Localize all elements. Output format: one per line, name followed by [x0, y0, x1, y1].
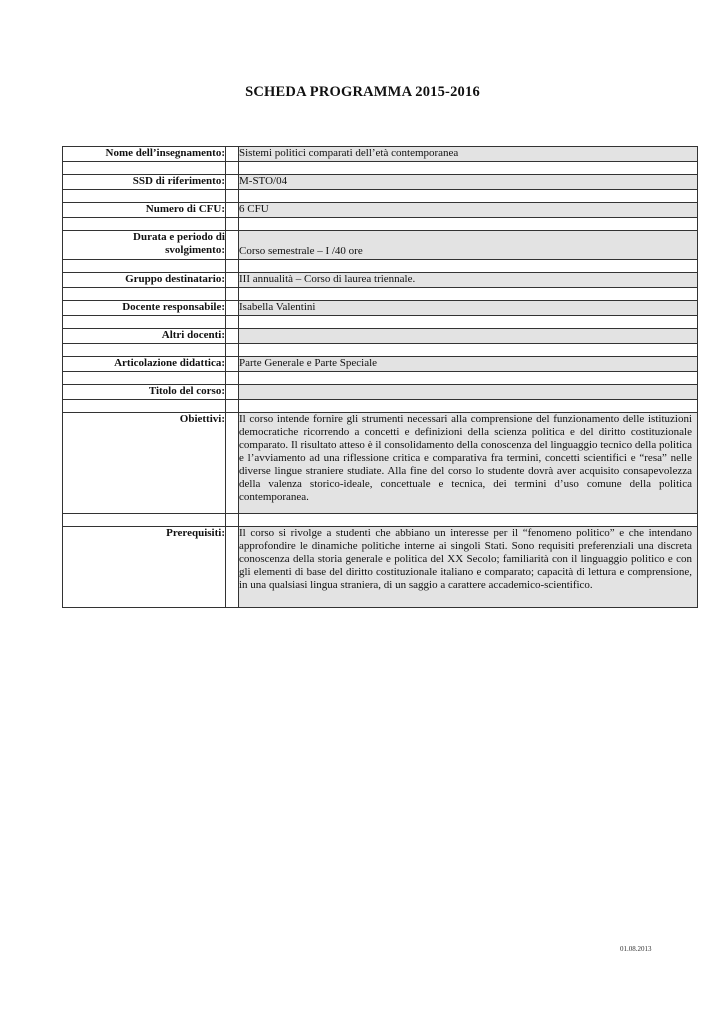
- value-ssd: M-STO/04: [239, 175, 698, 190]
- value-docente: Isabella Valentini: [239, 301, 698, 316]
- label-nome: Nome dell’insegnamento:: [63, 147, 226, 162]
- footer-date: 01.08.2013: [620, 945, 652, 953]
- row-durata: [63, 231, 698, 260]
- document-title: SCHEDA PROGRAMMA 2015-2016: [245, 84, 480, 100]
- label-docente: Docente responsabile:: [63, 301, 226, 316]
- value-durata: Corso semestrale – I /40 ore: [239, 231, 698, 260]
- label-durata: [63, 231, 226, 260]
- value-altri: [239, 329, 698, 344]
- label-altri: Altri docenti:: [63, 329, 226, 344]
- label-cfu: Numero di CFU:: [63, 203, 226, 218]
- value-gruppo: III annualità – Corso di laurea triennale.: [239, 273, 698, 288]
- label-gruppo: Gruppo destinatario:: [63, 273, 226, 288]
- label-prerequisiti: Prerequisiti:: [63, 527, 226, 608]
- row-cfu: [63, 203, 698, 218]
- row-ssd: [63, 175, 698, 190]
- value-cfu: 6 CFU: [239, 203, 698, 218]
- label-ssd: SSD di riferimento:: [63, 175, 226, 190]
- row-nome: [63, 147, 698, 162]
- label-durata-line1: Durata e periodo di: [133, 231, 225, 243]
- row-titolo: [63, 385, 698, 400]
- label-durata-line2: svolgimento:: [165, 244, 225, 256]
- course-form-table: [62, 146, 698, 608]
- row-docente: [63, 301, 698, 316]
- row-articolazione: [63, 357, 698, 372]
- value-titolo: [239, 385, 698, 400]
- value-nome: Sistemi politici comparati dell’età contemporanea: [239, 147, 698, 162]
- label-articolazione: Articolazione didattica:: [63, 357, 226, 372]
- label-titolo: Titolo del corso:: [63, 385, 226, 400]
- value-articolazione: Parte Generale e Parte Speciale: [239, 357, 698, 372]
- row-prerequisiti: [63, 527, 698, 608]
- row-obiettivi: [63, 413, 698, 514]
- value-prerequisiti: Il corso si rivolge a studenti che abbiano un interesse per il “fenomeno politico” e che intendano approfondire le dinamiche politiche interne ai singoli Stati. Sono requisiti preferenziali una discreta conoscenza della storia generale e politica del XX Secolo; familiarità con il linguaggio politico e con gli elementi di base del diritto costituzionale italiano e comparato; capacità di lettura e comprensione, in una qualsiasi lingua straniera, di un saggio a carattere accademico-scientifico.: [239, 527, 698, 608]
- row-altri: [63, 329, 698, 344]
- label-obiettivi: Obiettivi:: [63, 413, 226, 514]
- value-obiettivi: Il corso intende fornire gli strumenti necessari alla comprensione del funzionamento delle istituzioni democratiche ricorrendo a concetti e definizioni della scienza politica e del diritto costituzionale comparato. Il risultato atteso è il consolidamento della conoscenza del linguaggio tecnico della politica e l’avviamento ad una riflessione critica e comparativa fra termini, concetti scientifici e “resa” nelle diverse lingue straniere studiate. Alla fine del corso lo studente dovrà aver acquisito consapevolezza della valenza storico-ideale, concettuale e tecnica, dei termini d’uso comune della politica contemporanea.: [239, 413, 698, 514]
- row-gruppo: [63, 273, 698, 288]
